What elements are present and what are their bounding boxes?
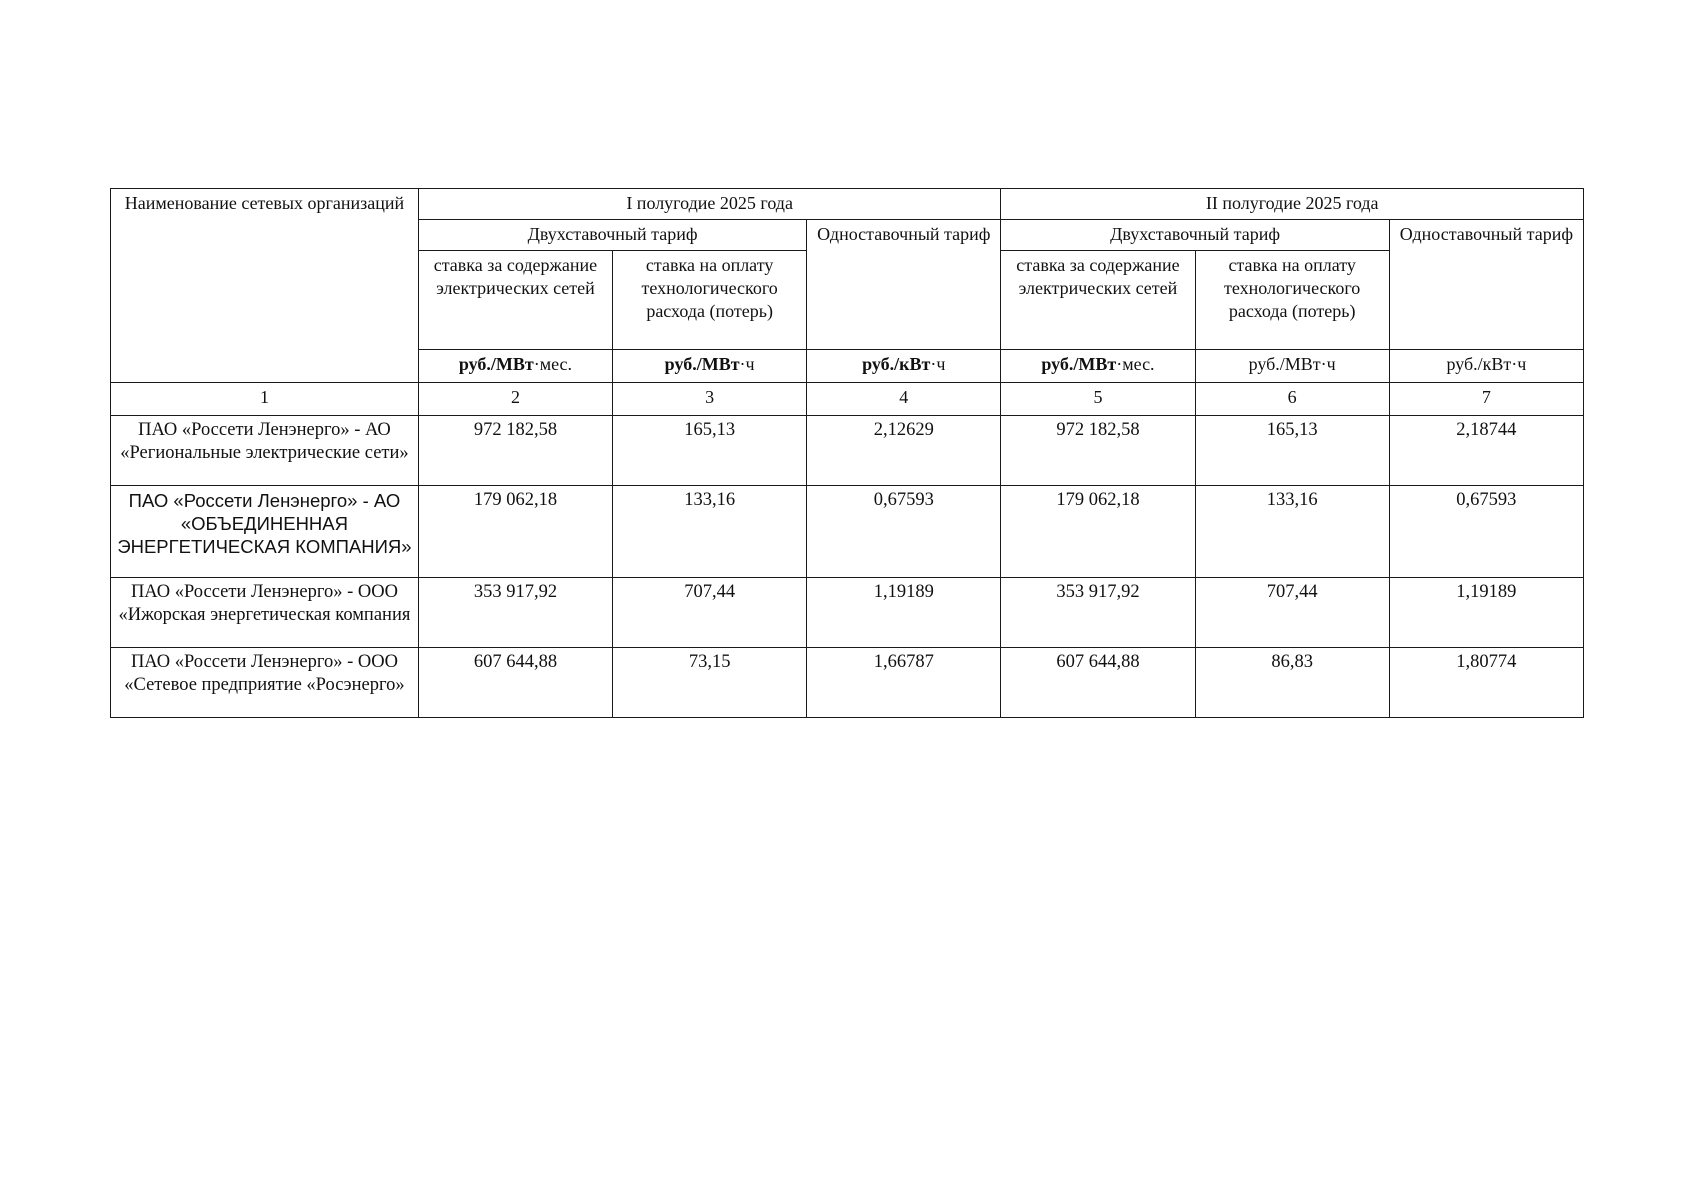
table-row: [111, 486, 1584, 578]
value-cell: 1,19189: [807, 578, 1001, 648]
one-rate-tariff-2-header: Одноставочный тариф: [1389, 220, 1583, 350]
value-cell: 972 182,58: [1001, 416, 1195, 486]
rate-losses-2-header: ставка на оплату технологического расхода (потерь): [1195, 251, 1389, 350]
table-row: [111, 416, 1584, 486]
column-number-1: 1: [111, 383, 419, 416]
org-name-cell: ПАО «Россети Ленэнерго» - АО «Региональные электрические сети»: [111, 416, 419, 486]
column-number-4: 4: [807, 383, 1001, 416]
value-cell: 607 644,88: [1001, 648, 1195, 718]
unit-col-4: руб./кВт·ч: [807, 350, 1001, 383]
value-cell: 353 917,92: [418, 578, 612, 648]
value-cell: 972 182,58: [418, 416, 612, 486]
value-cell: 165,13: [613, 416, 807, 486]
value-cell: 353 917,92: [1001, 578, 1195, 648]
value-cell: 179 062,18: [418, 486, 612, 578]
value-cell: 86,83: [1195, 648, 1389, 718]
column-number-3: 3: [613, 383, 807, 416]
column-number-6: 6: [1195, 383, 1389, 416]
header-row-periods: [111, 189, 1584, 220]
rate-maintenance-1-header: ставка за содержание электрических сетей: [418, 251, 612, 350]
org-column-header: Наименование сетевых организаций: [111, 189, 419, 383]
table-row: [111, 648, 1584, 718]
unit-col-2: руб./МВт·мес.: [418, 350, 612, 383]
rate-maintenance-2-header: ставка за содержание электрических сетей: [1001, 251, 1195, 350]
value-cell: 707,44: [1195, 578, 1389, 648]
unit-col-5: руб./МВт·мес.: [1001, 350, 1195, 383]
value-cell: 2,12629: [807, 416, 1001, 486]
value-cell: 2,18744: [1389, 416, 1583, 486]
period-1-header: I полугодие 2025 года: [418, 189, 1001, 220]
column-number-5: 5: [1001, 383, 1195, 416]
value-cell: 607 644,88: [418, 648, 612, 718]
value-cell: 0,67593: [1389, 486, 1583, 578]
column-number-2: 2: [418, 383, 612, 416]
unit-col-7: руб./кВт·ч: [1389, 350, 1583, 383]
two-rate-tariff-2-header: Двухставочный тариф: [1001, 220, 1389, 251]
unit-col-3: руб./МВт·ч: [613, 350, 807, 383]
column-number-row: [111, 383, 1584, 416]
value-cell: 1,66787: [807, 648, 1001, 718]
two-rate-tariff-1-header: Двухставочный тариф: [418, 220, 806, 251]
org-name-cell: ПАО «Россети Ленэнерго» - АО «ОБЪЕДИНЕННАЯ ЭНЕРГЕТИЧЕСКАЯ КОМПАНИЯ»: [111, 486, 419, 578]
value-cell: 73,15: [613, 648, 807, 718]
table-row: [111, 578, 1584, 648]
value-cell: 165,13: [1195, 416, 1389, 486]
value-cell: 0,67593: [807, 486, 1001, 578]
org-name-cell: ПАО «Россети Ленэнерго» - ООО «Ижорская энергетическая компания: [111, 578, 419, 648]
unit-col-6: руб./МВт·ч: [1195, 350, 1389, 383]
value-cell: 133,16: [1195, 486, 1389, 578]
tariff-table: [110, 188, 1584, 718]
value-cell: 1,80774: [1389, 648, 1583, 718]
one-rate-tariff-1-header: Одноставочный тариф: [807, 220, 1001, 350]
value-cell: 707,44: [613, 578, 807, 648]
value-cell: 1,19189: [1389, 578, 1583, 648]
value-cell: 179 062,18: [1001, 486, 1195, 578]
column-number-7: 7: [1389, 383, 1583, 416]
org-name-cell: ПАО «Россети Ленэнерго» - ООО «Сетевое предприятие «Росэнерго»: [111, 648, 419, 718]
value-cell: 133,16: [613, 486, 807, 578]
rate-losses-1-header: ставка на оплату технологического расхода (потерь): [613, 251, 807, 350]
period-2-header: II полугодие 2025 года: [1001, 189, 1584, 220]
